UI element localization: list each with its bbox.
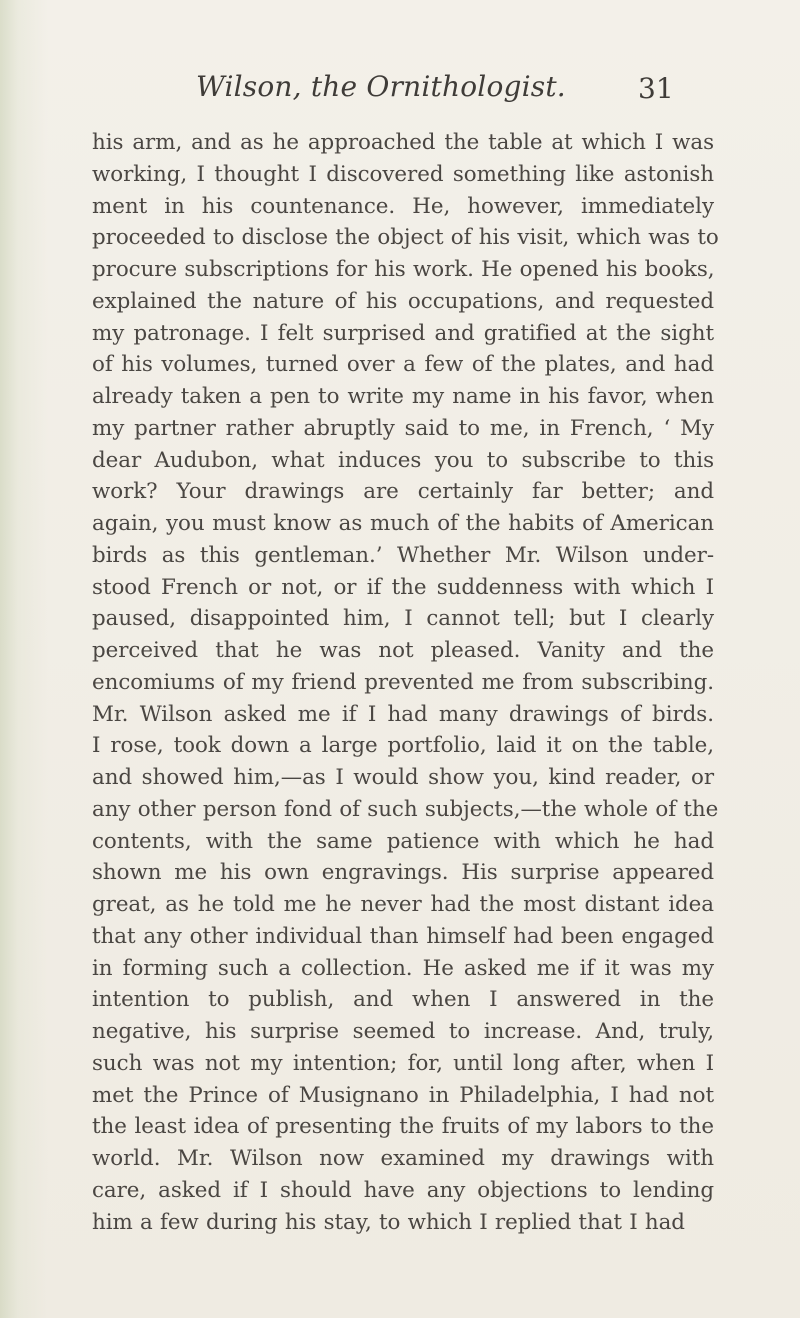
text-line: any other person fond of such subjects,—the whole of the [92,796,719,822]
text-line: stood French or not, or if the suddenness with which I [92,574,714,600]
text-line: procure subscriptions for his work. He opened his books, [92,257,715,282]
text-line: and showed him,—as I would show you, kind reader, or [92,765,714,790]
text-line: working, I thought I discovered something like astonish [92,161,714,187]
text-line: contents, with the same patience with which he had [92,828,714,854]
text-line: his arm, and as he approached the table at which I was [92,130,714,155]
text-line: paused, disappointed him, I cannot tell; but I clearly [92,606,714,632]
text-line: ment in his countenance. He, however, immediately [92,193,714,219]
text-line: Mr. Wilson asked me if I had many drawings of birds. [92,701,714,727]
text-line: my patronage. I felt surprised and gratified at the sight [92,320,714,346]
running-head-title: Wilson, the Ornithologist. [196,70,566,103]
text-line: my partner rather abruptly said to me, in French, ‘ My [92,415,714,441]
text-line: I rose, took down a large portfolio, laid it on the table, [92,733,714,759]
text-line: care, asked if I should have any objections to lending [92,1177,714,1203]
text-line: encomiums of my friend prevented me from subscribing. [92,669,714,695]
text-line: birds as this gentleman.’ Whether Mr. Wilson under- [92,542,714,568]
text-line: that any other individual than himself had been engaged [92,923,714,949]
text-line: the least idea of presenting the fruits of my labors to the [92,1114,714,1140]
text-line: explained the nature of his occupations, and requested [92,288,714,314]
text-line: again, you must know as much of the habits of American [92,511,714,536]
text-line: world. Mr. Wilson now examined my drawings with [92,1146,714,1171]
text-line: dear Audubon, what induces you to subscribe to this [92,447,714,473]
body-text [92,127,719,1238]
text-line: intention to publish, and when I answered in the [92,987,714,1013]
running-head [0,66,800,116]
text-line: of his volumes, turned over a few of the plates, and had [92,352,714,378]
text-line: him a few during his stay, to which I replied that I had [92,1209,685,1235]
text-line: negative, his surprise seemed to increase. And, truly, [92,1019,714,1044]
text-line: great, as he told me he never had the most distant idea [92,892,714,917]
text-line: proceeded to disclose the object of his visit, which was to [92,225,719,251]
text-line: work? Your drawings are certainly far better; and [92,479,714,505]
text-line: met the Prince of Musignano in Philadelphia, I had not [92,1082,714,1108]
text-line: perceived that he was not pleased. Vanity and the [92,638,714,663]
text-line: already taken a pen to write my name in his favor, when [92,384,714,409]
page-number: 31 [638,72,674,105]
text-line: in forming such a collection. He asked me if it was my [92,955,714,981]
text-line: shown me his own engravings. His surprise appeared [92,860,714,886]
text-line: such was not my intention; for, until long after, when I [92,1050,714,1076]
